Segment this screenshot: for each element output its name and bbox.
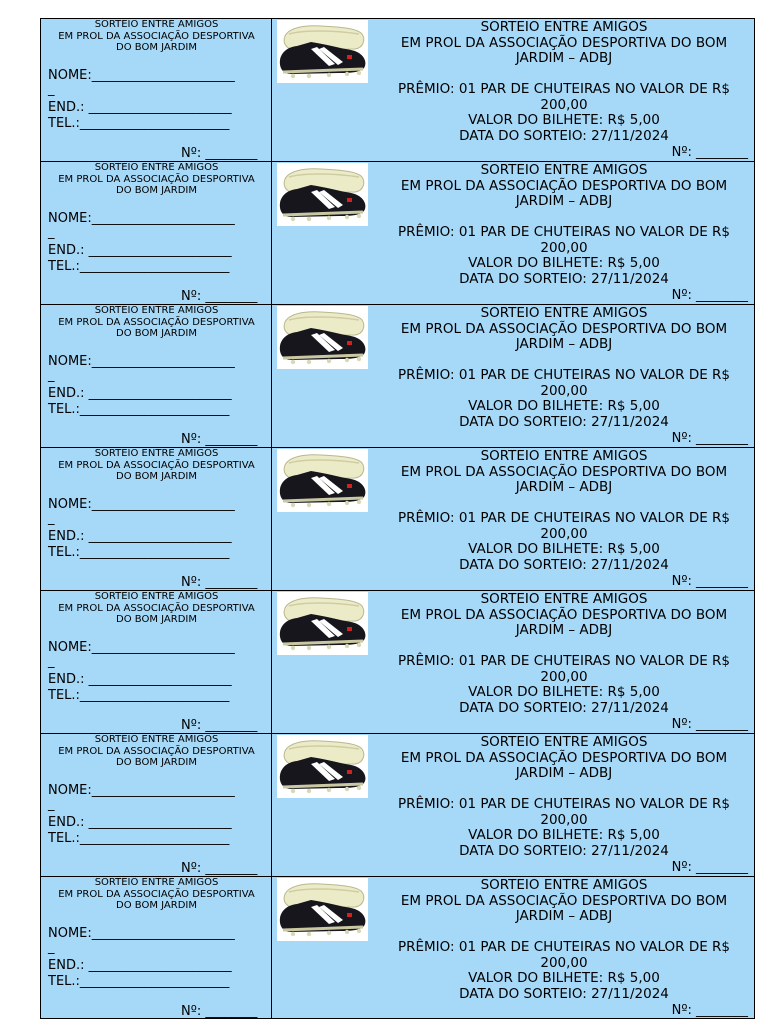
address-field: END.: ______________________ [48, 672, 232, 687]
name-field: NOME:______________________ [48, 68, 235, 83]
stub-header-line: DO BOM JARDIM [116, 42, 197, 53]
raffle-ticket [40, 161, 755, 304]
draw-date: DATA DO SORTEIO: 27/11/2024 [459, 413, 669, 430]
address-field: END.: ______________________ [48, 815, 232, 830]
dash-mark: _ [48, 940, 55, 955]
raffle-ticket [40, 18, 755, 161]
stub-header-line: DO BOM JARDIM [116, 471, 197, 482]
ticket-value: VALOR DO BILHETE: R$ 5,00 [468, 112, 660, 128]
main-title-line: JARDIM – ADBJ [515, 479, 613, 495]
main-title-line: EM PROL DA ASSOCIAÇÃO DESPORTIVA DO BOM [400, 34, 728, 51]
prize-line: PRÊMIO: 01 PAR DE CHUTEIRAS NO VALOR DE R$ [397, 510, 731, 526]
draw-date: DATA DO SORTEIO: 27/11/2024 [459, 985, 669, 1002]
main-title [378, 449, 750, 496]
main-title [378, 592, 750, 639]
draw-date: DATA DO SORTEIO: 27/11/2024 [459, 556, 669, 573]
ticket-stub [41, 734, 272, 876]
phone-field: TEL.:_______________________ [48, 688, 230, 703]
prize-details [378, 654, 750, 716]
main-title [378, 735, 750, 782]
phone-field: TEL.:_______________________ [48, 116, 230, 131]
main-title [378, 878, 750, 925]
draw-date: DATA DO SORTEIO: 27/11/2024 [459, 270, 669, 287]
ticket-main [273, 734, 754, 876]
stub-header-line: DO BOM JARDIM [116, 900, 197, 911]
main-title-line: EM PROL DA ASSOCIAÇÃO DESPORTIVA DO BOM [400, 606, 728, 623]
ticket-stub [41, 448, 272, 590]
stub-header [41, 734, 272, 769]
stub-header-line: SORTEIO ENTRE AMIGOS [94, 162, 219, 173]
stub-header-line: EM PROL DA ASSOCIAÇÃO DESPORTIVA [58, 745, 255, 757]
prize-line: PRÊMIO: 01 PAR DE CHUTEIRAS NO VALOR DE R$ [397, 796, 731, 812]
main-title-line: JARDIM – ADBJ [515, 765, 613, 781]
ticket-main [273, 19, 754, 161]
prize-details [378, 511, 750, 573]
stub-header-line: EM PROL DA ASSOCIAÇÃO DESPORTIVA [58, 602, 255, 614]
main-number-field: Nº: ________ [671, 1003, 748, 1018]
ticket-main [273, 448, 754, 590]
draw-date: DATA DO SORTEIO: 27/11/2024 [459, 127, 669, 144]
prize-value: 200,00 [540, 525, 588, 542]
prize-value: 200,00 [540, 96, 588, 113]
raffle-ticket [40, 304, 755, 447]
name-field: NOME:______________________ [48, 926, 235, 941]
main-title-line: SORTEIO ENTRE AMIGOS [480, 591, 648, 607]
ticket-value: VALOR DO BILHETE: R$ 5,00 [468, 684, 660, 700]
main-number-field: Nº: ________ [671, 860, 748, 875]
ticket-stub [41, 591, 272, 733]
ticket-sheet [40, 18, 755, 1019]
ticket-value: VALOR DO BILHETE: R$ 5,00 [468, 541, 660, 557]
dash-mark: _ [48, 225, 55, 240]
main-title-line: SORTEIO ENTRE AMIGOS [480, 734, 648, 750]
main-title-line: JARDIM – ADBJ [515, 622, 613, 638]
stub-header-line: DO BOM JARDIM [116, 328, 197, 339]
phone-field: TEL.:_______________________ [48, 831, 230, 846]
ticket-main [273, 162, 754, 304]
main-title-line: JARDIM – ADBJ [515, 336, 613, 352]
phone-field: TEL.:_______________________ [48, 259, 230, 274]
dash-mark: _ [48, 797, 55, 812]
stub-header-line: EM PROL DA ASSOCIAÇÃO DESPORTIVA [58, 30, 255, 42]
prize-details [378, 82, 750, 144]
address-field: END.: ______________________ [48, 529, 232, 544]
prize-details [378, 940, 750, 1002]
stub-header [41, 448, 272, 483]
stub-header-line: SORTEIO ENTRE AMIGOS [94, 305, 219, 316]
name-field: NOME:______________________ [48, 211, 235, 226]
prize-value: 200,00 [540, 668, 588, 685]
stub-number-field: Nº: ________ [181, 1004, 258, 1019]
stub-number-field: Nº: ________ [181, 575, 258, 590]
stub-number-field: Nº: ________ [181, 146, 258, 161]
ticket-main [273, 591, 754, 733]
stub-header-line: DO BOM JARDIM [116, 185, 197, 196]
name-field: NOME:______________________ [48, 640, 235, 655]
stub-header-line: SORTEIO ENTRE AMIGOS [94, 591, 219, 602]
main-title-line: SORTEIO ENTRE AMIGOS [480, 162, 648, 178]
dash-mark: _ [48, 654, 55, 669]
stub-number-field: Nº: ________ [181, 718, 258, 733]
main-title-line: EM PROL DA ASSOCIAÇÃO DESPORTIVA DO BOM [400, 177, 728, 194]
main-number-field: Nº: ________ [671, 717, 748, 732]
address-field: END.: ______________________ [48, 100, 232, 115]
name-field: NOME:______________________ [48, 783, 235, 798]
main-title-line: EM PROL DA ASSOCIAÇÃO DESPORTIVA DO BOM [400, 320, 728, 337]
prize-line: PRÊMIO: 01 PAR DE CHUTEIRAS NO VALOR DE R$ [397, 81, 731, 97]
stub-header-line: EM PROL DA ASSOCIAÇÃO DESPORTIVA [58, 459, 255, 471]
address-field: END.: ______________________ [48, 386, 232, 401]
ticket-stub [41, 877, 272, 1018]
stub-header-line: EM PROL DA ASSOCIAÇÃO DESPORTIVA [58, 316, 255, 328]
stub-header-line: SORTEIO ENTRE AMIGOS [94, 734, 219, 745]
main-number-field: Nº: ________ [671, 145, 748, 160]
name-field: NOME:______________________ [48, 354, 235, 369]
main-title-line: SORTEIO ENTRE AMIGOS [480, 19, 648, 35]
prize-value: 200,00 [540, 954, 588, 971]
main-title [378, 20, 750, 67]
main-number-field: Nº: ________ [671, 288, 748, 303]
stub-header [41, 591, 272, 626]
raffle-ticket [40, 590, 755, 733]
prize-details [378, 368, 750, 430]
stub-header-line: EM PROL DA ASSOCIAÇÃO DESPORTIVA [58, 173, 255, 185]
stub-number-field: Nº: ________ [181, 432, 258, 447]
main-number-field: Nº: ________ [671, 574, 748, 589]
main-title-line: SORTEIO ENTRE AMIGOS [480, 448, 648, 464]
stub-header-line: EM PROL DA ASSOCIAÇÃO DESPORTIVA [58, 888, 255, 900]
stub-header-line: DO BOM JARDIM [116, 614, 197, 625]
main-title-line: JARDIM – ADBJ [515, 908, 613, 924]
address-field: END.: ______________________ [48, 958, 232, 973]
address-field: END.: ______________________ [48, 243, 232, 258]
dash-mark: _ [48, 82, 55, 97]
main-title-line: SORTEIO ENTRE AMIGOS [480, 877, 648, 893]
main-title-line: EM PROL DA ASSOCIAÇÃO DESPORTIVA DO BOM [400, 463, 728, 480]
main-title-line: JARDIM – ADBJ [515, 50, 613, 66]
prize-line: PRÊMIO: 01 PAR DE CHUTEIRAS NO VALOR DE R$ [397, 224, 731, 240]
ticket-value: VALOR DO BILHETE: R$ 5,00 [468, 827, 660, 843]
ticket-main [273, 877, 754, 1018]
raffle-ticket [40, 733, 755, 876]
stub-header-line: SORTEIO ENTRE AMIGOS [94, 448, 219, 459]
raffle-ticket [40, 447, 755, 590]
dash-mark: _ [48, 368, 55, 383]
draw-date: DATA DO SORTEIO: 27/11/2024 [459, 842, 669, 859]
prize-line: PRÊMIO: 01 PAR DE CHUTEIRAS NO VALOR DE R$ [397, 939, 731, 955]
stub-header-line: DO BOM JARDIM [116, 757, 197, 768]
main-title-line: EM PROL DA ASSOCIAÇÃO DESPORTIVA DO BOM [400, 749, 728, 766]
ticket-main [273, 305, 754, 447]
stub-number-field: Nº: ________ [181, 289, 258, 304]
main-title [378, 306, 750, 353]
prize-value: 200,00 [540, 811, 588, 828]
ticket-stub [41, 305, 272, 447]
main-number-field: Nº: ________ [671, 431, 748, 446]
ticket-value: VALOR DO BILHETE: R$ 5,00 [468, 398, 660, 414]
prize-line: PRÊMIO: 01 PAR DE CHUTEIRAS NO VALOR DE R$ [397, 653, 731, 669]
prize-line: PRÊMIO: 01 PAR DE CHUTEIRAS NO VALOR DE R$ [397, 367, 731, 383]
main-title [378, 163, 750, 210]
phone-field: TEL.:_______________________ [48, 974, 230, 989]
ticket-stub [41, 19, 272, 161]
stub-header [41, 19, 272, 54]
prize-value: 200,00 [540, 382, 588, 399]
main-title-line: SORTEIO ENTRE AMIGOS [480, 305, 648, 321]
main-title-line: EM PROL DA ASSOCIAÇÃO DESPORTIVA DO BOM [400, 892, 728, 909]
phone-field: TEL.:_______________________ [48, 545, 230, 560]
stub-header [41, 877, 272, 912]
ticket-stub [41, 162, 272, 304]
stub-number-field: Nº: ________ [181, 861, 258, 876]
phone-field: TEL.:_______________________ [48, 402, 230, 417]
raffle-ticket [40, 876, 755, 1019]
dash-mark: _ [48, 511, 55, 526]
prize-details [378, 797, 750, 859]
stub-header [41, 162, 272, 197]
stub-header-line: SORTEIO ENTRE AMIGOS [94, 19, 219, 30]
main-title-line: JARDIM – ADBJ [515, 193, 613, 209]
name-field: NOME:______________________ [48, 497, 235, 512]
prize-value: 200,00 [540, 239, 588, 256]
ticket-value: VALOR DO BILHETE: R$ 5,00 [468, 255, 660, 271]
stub-header-line: SORTEIO ENTRE AMIGOS [94, 877, 219, 888]
prize-details [378, 225, 750, 287]
stub-header [41, 305, 272, 340]
ticket-value: VALOR DO BILHETE: R$ 5,00 [468, 970, 660, 986]
draw-date: DATA DO SORTEIO: 27/11/2024 [459, 699, 669, 716]
